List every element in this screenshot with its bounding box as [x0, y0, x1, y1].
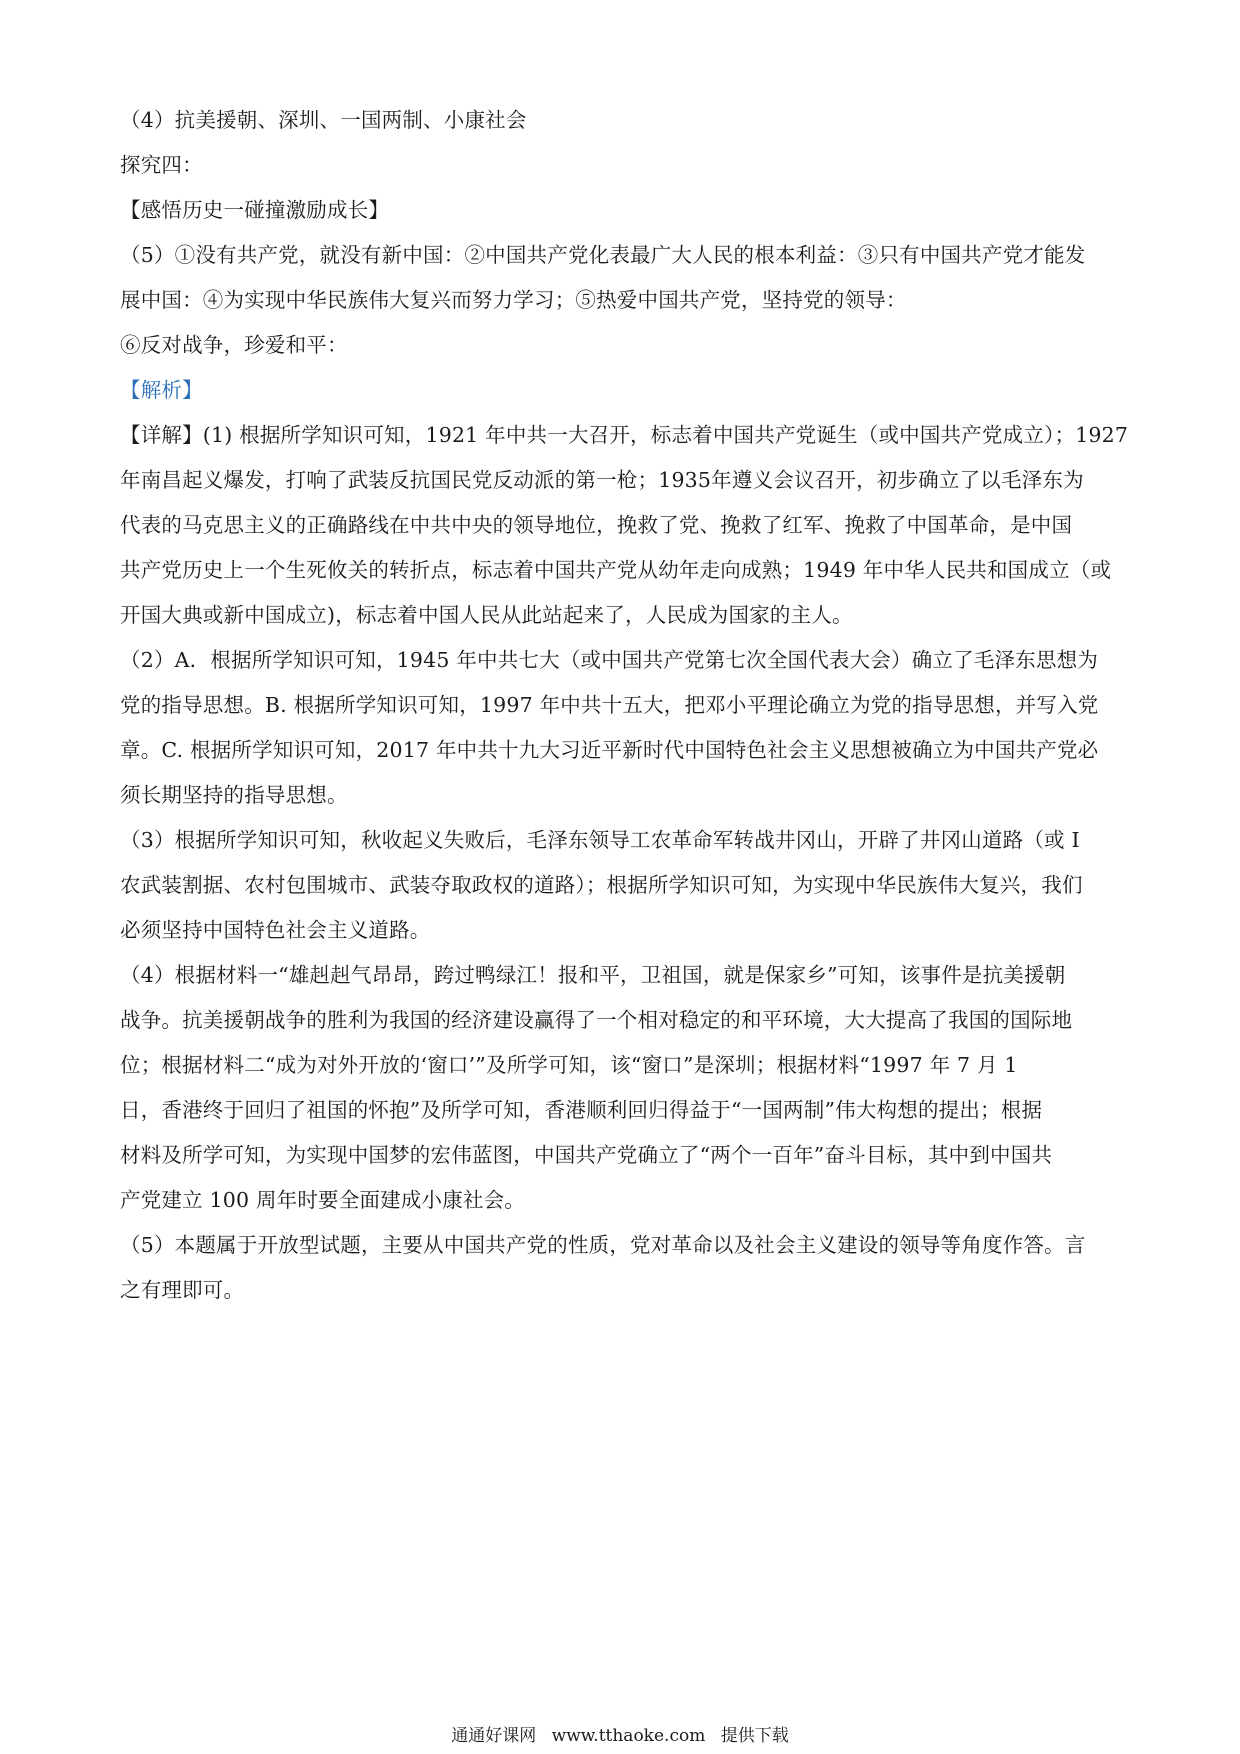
text-line: 须长期坚持的指导思想。 [120, 783, 348, 807]
text-line: 代表的马克思主义的正确路线在中共中央的领导地位，挽救了党、挽救了红军、挽救了中国革命，是中国 [120, 513, 1073, 537]
analysis-part-5 [120, 1223, 1130, 1313]
document-body [120, 98, 1130, 1313]
text-line: 农武装割据、农村包围城市、武装夺取政权的道路）；根据所学知识可知，为实现中华民族伟大复兴，我们 [120, 873, 1083, 897]
text-line: 共产党历史上一个生死攸关的转折点，标志着中国共产党从幼年走向成熟；1949 年中华人民共和国成立（或 [120, 558, 1112, 582]
text-line: 年南昌起义爆发，打响了武装反抗国民党反动派的第一枪；1935年遵义会议召开，初步确立了以毛泽东为 [120, 468, 1084, 492]
text-line: （4）根据材料一“雄赳赳气昂昂，跨过鸭绿江！报和平，卫祖国，就是保家乡”可知，该事件是抗美援朝 [120, 963, 1066, 987]
analysis-label: 【解析】 [120, 378, 203, 402]
text-line: 章。C. 根据所学知识可知，2017 年中共十九大习近平新时代中国特色社会主义思想被确立为中国共产党必 [120, 738, 1099, 762]
text-line: 之有理即可。 [120, 1278, 245, 1302]
footer-site-name: 通通好课网 [451, 1726, 537, 1746]
text-line: 位；根据材料二“成为对外开放的‘窗口’”及所学可知，该“窗口”是深圳；根据材料“1997 年 7 月 1 [120, 1053, 1018, 1077]
text-line: （5）①没有共产党，就没有新中国：②中国共产党化表最广大人民的根本利益：③只有中国共产党才能发 [120, 243, 1086, 267]
text-line: 产党建立 100 周年时要全面建成小康社会。 [120, 1188, 526, 1212]
page-footer [0, 1724, 1240, 1748]
analysis-part-2 [120, 638, 1130, 818]
text-line: 必须坚持中国特色社会主义道路。 [120, 918, 431, 942]
answer-item-4: （4）抗美援朝、深圳、一国两制、小康社会 [120, 108, 527, 132]
text-line: 党的指导思想。B. 根据所学知识可知，1997 年中共十五大，把邓小平理论确立为党的指导思想，并写入党 [120, 693, 1099, 717]
text-line: 战争。抗美援朝战争的胜利为我国的经济建设赢得了一个相对稳定的和平环境，大大提高了我国的国际地 [120, 1008, 1073, 1032]
section-title: 【感悟历史一碰撞激励成长】 [120, 198, 390, 222]
explore-heading: 探究四： [120, 153, 203, 177]
footer-note: 提供下载 [720, 1726, 789, 1746]
text-line: 材料及所学可知，为实现中国梦的宏伟蓝图，中国共产党确立了“两个一百年”奋斗目标，其中到中国共 [120, 1143, 1053, 1167]
text-line: （2）A．根据所学知识可知，1945 年中共七大（或中国共产党第七次全国代表大会）确立了毛泽东思想为 [120, 648, 1099, 672]
analysis-part-3 [120, 818, 1130, 953]
text-line: 开国大典或新中国成立)，标志着中国人民从此站起来了，人民成为国家的主人。 [120, 603, 853, 627]
text-line: 展中国：④为实现中华民族伟大复兴而努力学习；⑤热爱中国共产党，坚持党的领导： [120, 288, 907, 312]
footer-url[interactable]: www.tthaoke.com [551, 1726, 706, 1746]
text-line: 【详解】(1) 根据所学知识可知，1921 年中共一大召开，标志着中国共产党诞生（或中国共产党成立）；1927 [120, 423, 1129, 447]
text-line: ⑥反对战争，珍爱和平： [120, 333, 348, 357]
text-line: 日，香港终于回归了祖国的怀抱”及所学可知，香港顺利回归得益于“一国两制”伟大构想的提出；根据 [120, 1098, 1043, 1122]
text-line: （5）本题属于开放型试题，主要从中国共产党的性质，党对革命以及社会主义建设的领导等角度作答。言 [120, 1233, 1086, 1257]
answer-item-5 [120, 233, 1130, 368]
analysis-part-4 [120, 953, 1130, 1223]
analysis-part-1 [120, 413, 1130, 638]
text-line: （3）根据所学知识可知，秋收起义失败后，毛泽东领导工农革命军转战井冈山，开辟了井冈山道路（或 I [120, 828, 1080, 852]
